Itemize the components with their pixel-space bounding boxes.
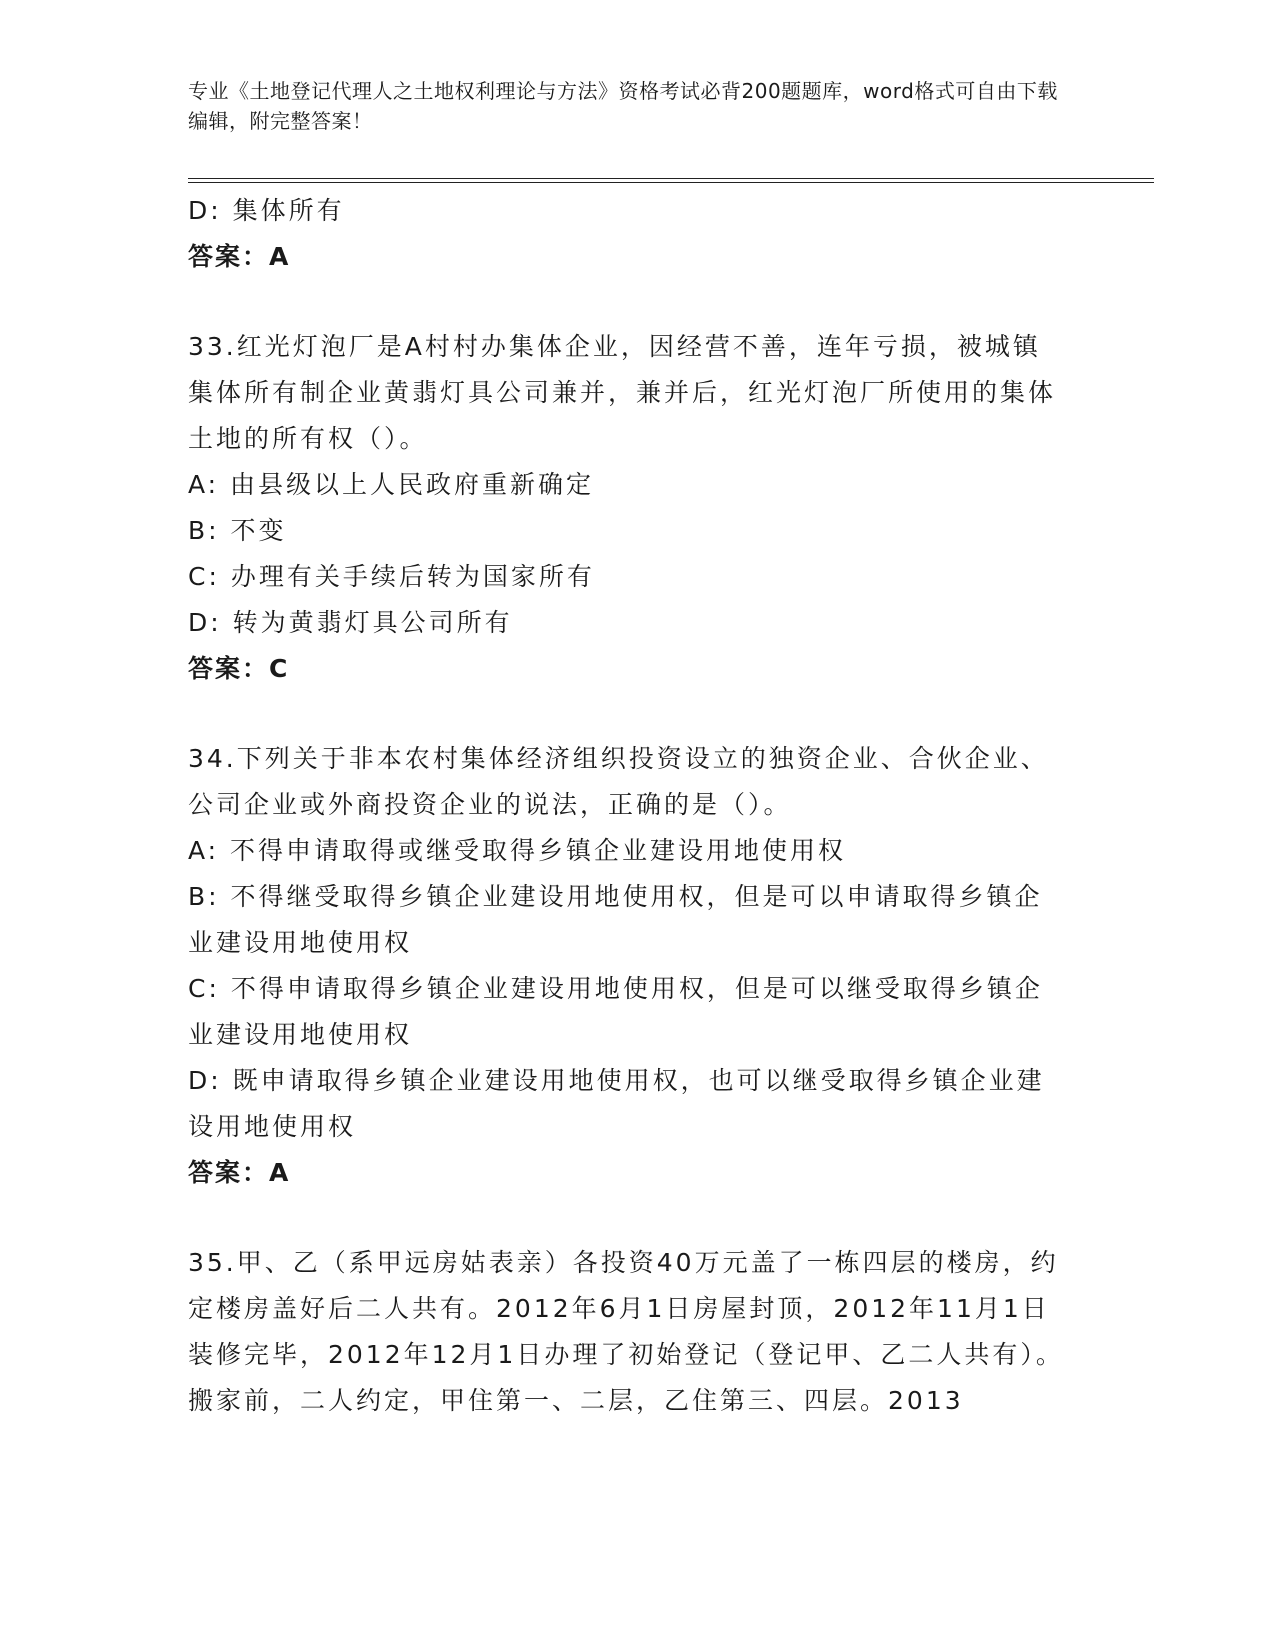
option-b: B: 不变 bbox=[188, 516, 287, 545]
header-text: 专业《土地登记代理人之土地权利理论与方法》资格考试必背200题题库，word格式可自由下载编辑，附完整答案！ bbox=[188, 79, 1058, 133]
option-d: D: 集体所有 bbox=[188, 196, 345, 225]
question-stem: 35.甲、乙（系甲远房姑表亲）各投资40万元盖了一栋四层的楼房，约定楼房盖好后二人共有。2012年6月1日房屋封顶，2012年11月1日装修完毕，2012年12月1日办理了初始登记（登记甲、乙二人共有）。搬家前，二人约定，甲住第一、二层，乙住第三、四层。2013 bbox=[188, 1248, 1064, 1415]
spacer bbox=[188, 1196, 1068, 1240]
document-body bbox=[188, 188, 1068, 1424]
spacer bbox=[188, 280, 1068, 324]
option-d: D: 既申请取得乡镇企业建设用地使用权，也可以继受取得乡镇企业建设用地使用权 bbox=[188, 1066, 1045, 1141]
answer-label: 答案：C bbox=[188, 654, 290, 683]
option-c: C: 不得申请取得乡镇企业建设用地使用权，但是可以继受取得乡镇企业建设用地使用权 bbox=[188, 974, 1043, 1049]
question-stem: 34.下列关于非本农村集体经济组织投资设立的独资企业、合伙企业、公司企业或外商投资企业的说法，正确的是（）。 bbox=[188, 744, 1049, 819]
option-b: B: 不得继受取得乡镇企业建设用地使用权，但是可以申请取得乡镇企业建设用地使用权 bbox=[188, 882, 1043, 957]
page-header bbox=[188, 76, 1068, 136]
option-d: D: 转为黄翡灯具公司所有 bbox=[188, 608, 513, 637]
question-33 bbox=[188, 324, 1068, 692]
option-c: C: 办理有关手续后转为国家所有 bbox=[188, 562, 595, 591]
question-35 bbox=[188, 1240, 1068, 1424]
question-34 bbox=[188, 736, 1068, 1196]
spacer bbox=[188, 692, 1068, 736]
option-a: A: 由县级以上人民政府重新确定 bbox=[188, 470, 595, 499]
header-divider bbox=[188, 178, 1154, 183]
answer-label: 答案：A bbox=[188, 242, 291, 271]
answer-label: 答案：A bbox=[188, 1158, 291, 1187]
question-stem: 33.红光灯泡厂是A村村办集体企业，因经营不善，连年亏损，被城镇集体所有制企业黄翡灯具公司兼并，兼并后，红光灯泡厂所使用的集体土地的所有权（）。 bbox=[188, 332, 1057, 453]
option-a: A: 不得申请取得或继受取得乡镇企业建设用地使用权 bbox=[188, 836, 847, 865]
